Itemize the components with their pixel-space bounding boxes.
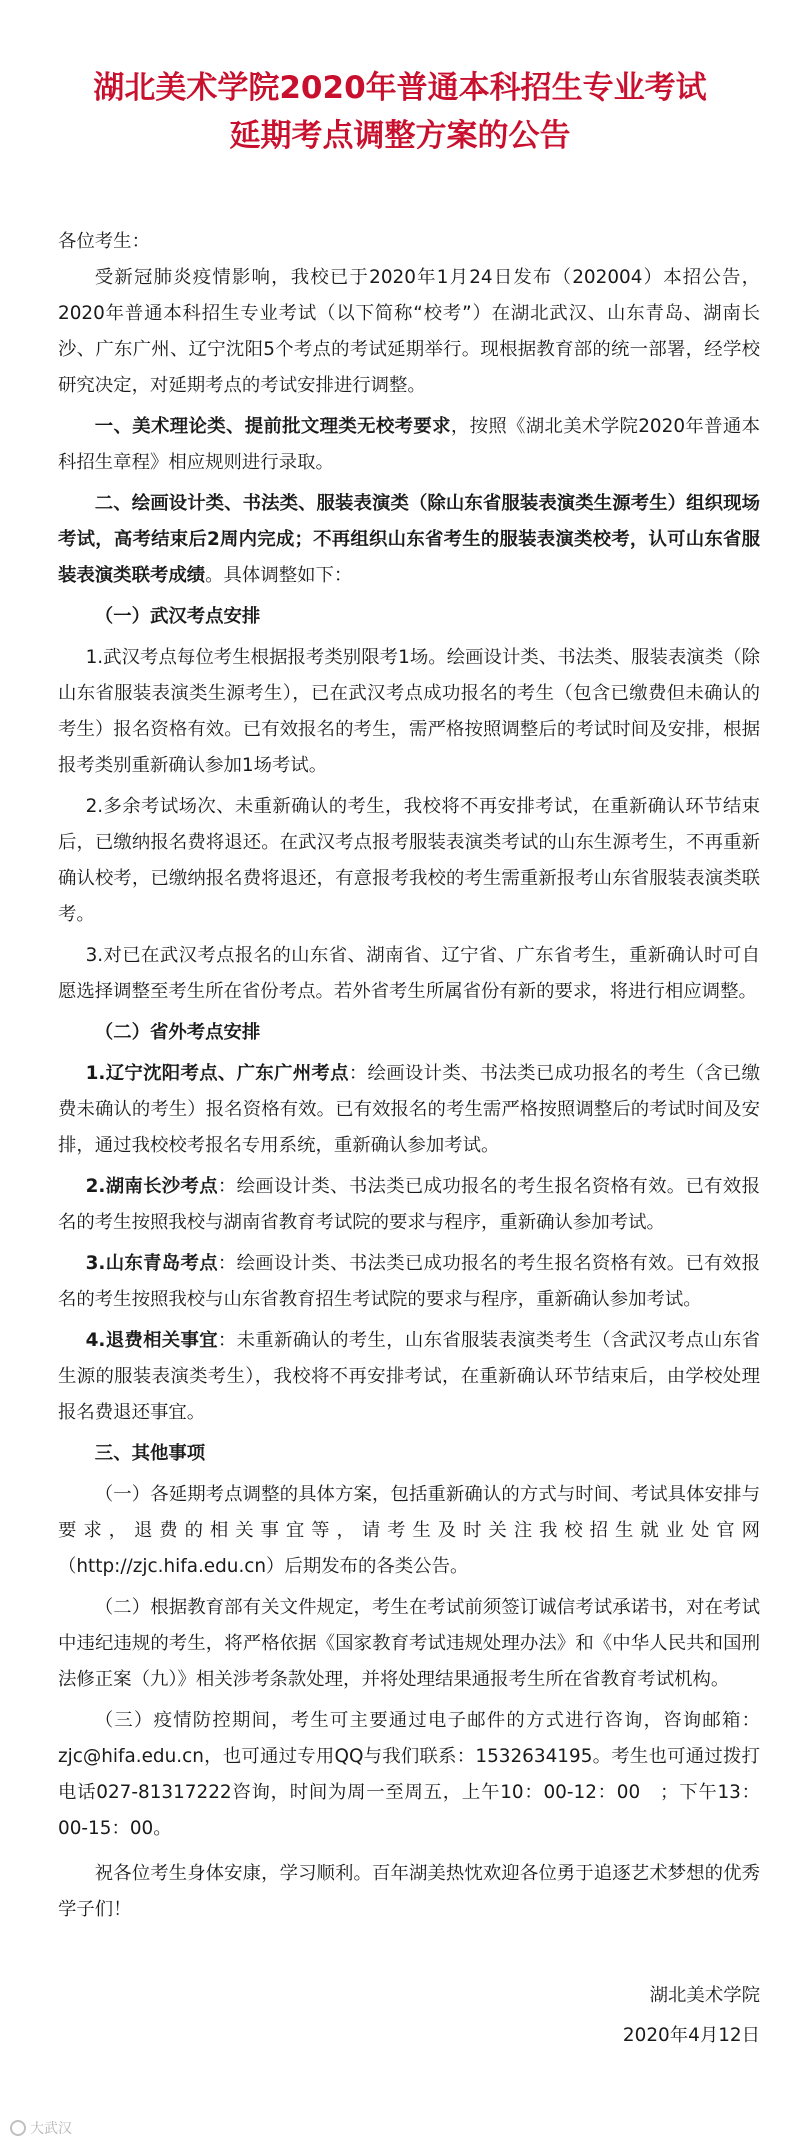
watermark <box>10 2118 72 2138</box>
section-1-text: ，按照《湖北美术学院2020年普通本科招生章程》相应规则进行录取。 <box>58 416 760 473</box>
wuhan-item-3: 3.对已在武汉考点报名的山东省、湖南省、辽宁省、广东省考生，重新确认时可自愿选择调整至考生所在省份考点。若外省考生所属省份有新的要求，将进行相应调整。 <box>58 945 760 1002</box>
section-3-heading: 三、其他事项 <box>94 1443 206 1464</box>
outside-item-1 <box>58 1056 760 1164</box>
signature-date: 2020年4月12日 <box>622 2025 760 2046</box>
subsection-wuhan-heading: （一）武汉考点安排 <box>94 606 261 627</box>
other-item-3: （三）疫情防控期间，考生可主要通过电子邮件的方式进行咨询，咨询邮箱：zjc@hifa.edu.cn，也可通过专用QQ与我们联系：1532634195。考生也可通过拨打电话027-81317222咨询，时间为周一至周五，上午10：00-12：00 ；下午13：00-15：00。 <box>58 1710 760 1839</box>
outside-item-3 <box>58 1246 760 1318</box>
outside-item-2 <box>58 1169 760 1241</box>
section-2 <box>58 486 760 594</box>
watermark-logo-icon <box>10 2120 26 2136</box>
closing-paragraph: 祝各位考生身体安康，学习顺利。百年湖美热忱欢迎各位勇于追逐艺术梦想的优秀学子们！ <box>58 1863 760 1920</box>
outside-item-2-text: ：绘画设计类、书法类已成功报名的考生报名资格有效。已有效报名的考生按照我校与湖南省教育考试院的要求与程序，重新确认参加考试。 <box>58 1176 760 1233</box>
section-1-heading: 一、美术理论类、提前批文理类无校考要求 <box>94 416 451 437</box>
notice-body <box>58 224 760 1928</box>
signature-org: 湖北美术学院 <box>649 1985 760 2006</box>
wuhan-item-2: 2.多余考试场次、未重新确认的考生，我校将不再安排考试，在重新确认环节结束后，已缴纳报名费将退还。在武汉考点报考服装表演类考试的山东生源考生，不再重新确认校考，已缴纳报名费将退还，有意报考我校的考生需重新报考山东省服装表演类联考。 <box>58 796 760 925</box>
outside-item-3-label: 3.山东青岛考点 <box>85 1253 218 1274</box>
notice-title <box>0 64 800 160</box>
subsection-outside-heading: （二）省外考点安排 <box>94 1022 261 1043</box>
title-line-1: 湖北美术学院2020年普通本科招生专业考试 <box>93 70 707 106</box>
intro-paragraph: 受新冠肺炎疫情影响，我校已于2020年1月24日发布（202004）本招公告，2020年普通本科招生专业考试（以下简称“校考”）在湖北武汉、山东青岛、湖南长沙、广东广州、辽宁沈阳5个考点的考试延期举行。现根据教育部的统一部署，经学校研究决定，对延期考点的考试安排进行调整。 <box>58 267 760 396</box>
outside-item-4-text: ：未重新确认的考生，山东省服装表演类考生（含武汉考点山东省生源的服装表演类考生），我校将不再安排考试，在重新确认环节结束后，由学校处理报名费退还事宜。 <box>58 1330 760 1423</box>
outside-item-1-label: 1.辽宁沈阳考点、广东广州考点 <box>85 1063 349 1084</box>
section-2-text: 。具体调整如下： <box>205 565 353 586</box>
title-line-2: 延期考点调整方案的公告 <box>229 118 571 154</box>
wuhan-item-1: 1.武汉考点每位考生根据报考类别限考1场。绘画设计类、书法类、服装表演类（除山东省服装表演类生源考生），已在武汉考点成功报名的考生（包含已缴费但未确认的考生）报名资格有效。已有效报名的考生，需严格按照调整后的考试时间及安排，根据报考类别重新确认参加1场考试。 <box>58 647 760 776</box>
outside-item-4 <box>58 1323 760 1431</box>
outside-item-3-text: ：绘画设计类、书法类已成功报名的考生报名资格有效。已有效报名的考生按照我校与山东省教育招生考试院的要求与程序，重新确认参加考试。 <box>58 1253 760 1310</box>
watermark-text: 大武汉 <box>30 2121 72 2137</box>
other-item-2: （二）根据教育部有关文件规定，考生在考试前须签订诚信考试承诺书，对在考试中违纪违规的考生，将严格依据《国家教育考试违规处理办法》和《中华人民共和国刑法修正案（九）》相关涉考条款处理，并将处理结果通报考生所在省教育考试机构。 <box>58 1597 760 1690</box>
other-item-1: （一）各延期考点调整的具体方案，包括重新确认的方式与时间、考试具体安排与要求，退费的相关事宜等，请考生及时关注我校招生就业处官网（http://zjc.hifa.edu.cn）后期发布的各类公告。 <box>58 1484 760 1577</box>
outside-item-2-label: 2.湖南长沙考点 <box>85 1176 218 1197</box>
section-2-heading: 二、绘画设计类、书法类、服装表演类（除山东省服装表演类生源考生）组织现场考试，高考结束后2周内完成；不再组织山东省考生的服装表演类校考，认可山东省服装表演类联考成绩 <box>58 493 760 586</box>
outside-item-4-label: 4.退费相关事宜 <box>85 1330 218 1351</box>
salutation: 各位考生： <box>58 231 150 252</box>
outside-item-1-text: ：绘画设计类、书法类已成功报名的考生（含已缴费未确认的考生）报名资格有效。已有效报名的考生需严格按照调整后的考试时间及安排，通过我校校考报名专用系统，重新确认参加考试。 <box>58 1063 760 1156</box>
signature-block <box>623 1976 760 2056</box>
section-1 <box>58 409 760 481</box>
